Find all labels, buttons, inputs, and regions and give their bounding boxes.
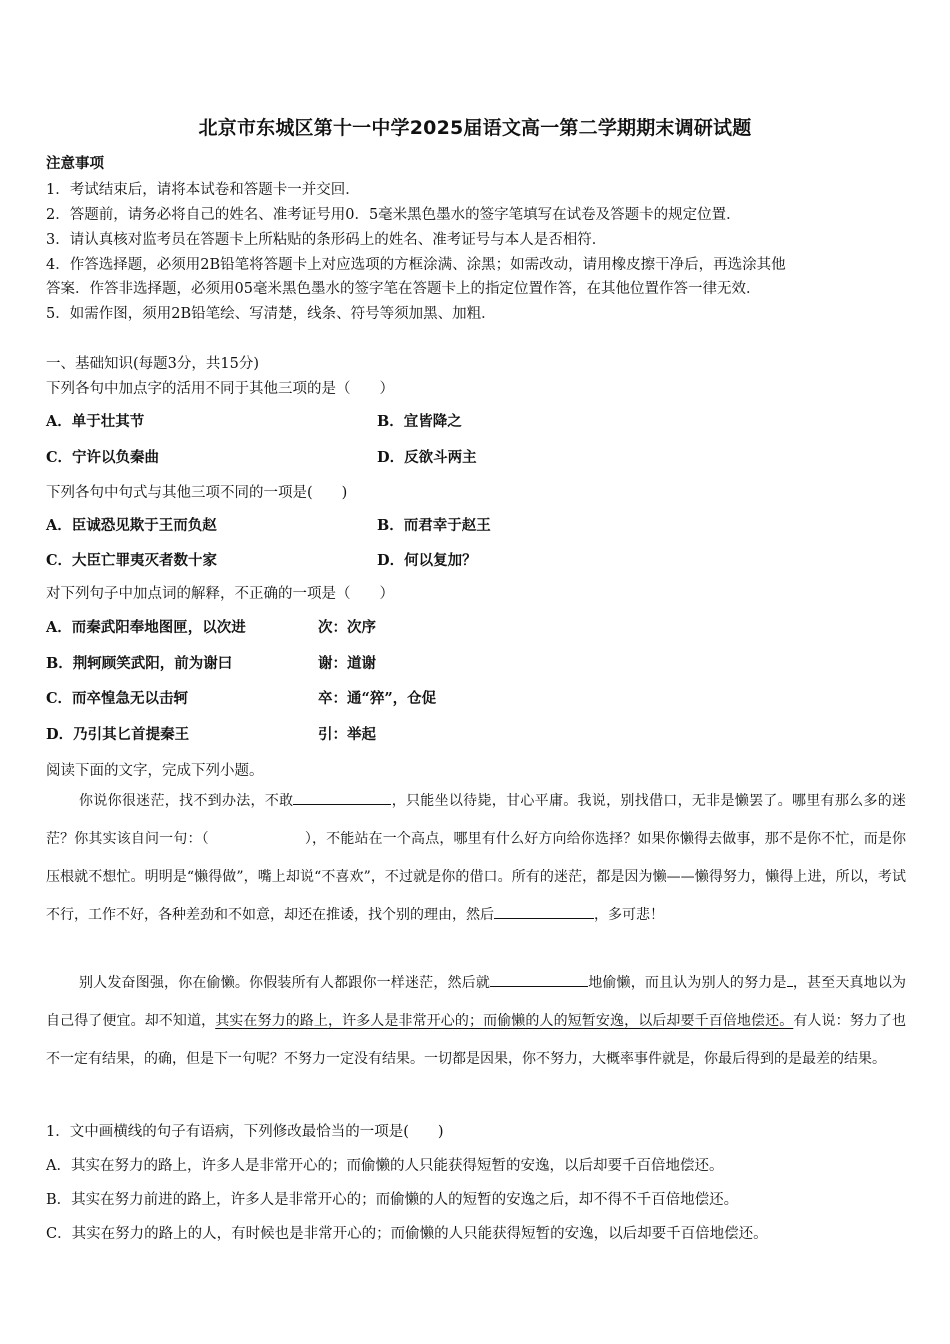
section-heading: 一、基础知识(每题3分，共15分): [46, 356, 259, 372]
option-b: B．荆轲顾笑武阳，前为谢曰: [46, 655, 233, 672]
reading-paragraph-2: 别人发奋图强，你在偷懒。你假装所有人都跟你一样迷茫，然后就 地偷懒，而且认为别人的努力是 ，甚至天真地以为自己得了便宜。却不知道，其实在努力的路上，许多人是非常开心的；而偷懒的人的短暂安逸，以后却要千百倍地偿还。有人说：努力了也不一定有结果，的确，但是下一句呢？不努力一定没有结果。一切都是因果，你不努力，大概率事件就是，你最后得到的是最差的结果。: [46, 964, 906, 1078]
option-a: A．臣诚恐见欺于王而负赵: [46, 517, 217, 534]
underlined-sentence: 其实在努力的路上，许多人是非常开心的；而偷懒的人的短暂安逸，以后却要千百倍地偿还。: [215, 1013, 794, 1029]
option-a: A．而秦武阳奉地图匣，以次进: [46, 619, 246, 636]
fill-blank: [293, 790, 391, 805]
question-stem: 下列各句中句式与其他三项不同的一项是( ): [46, 485, 348, 501]
fill-blank: [494, 904, 594, 919]
note-item: 4．作答选择题，必须用2B铅笔将答题卡上对应选项的方框涂满、涂黑；如需改动，请用橡皮擦干净后，再选涂其他: [46, 257, 786, 273]
reading-intro: 阅读下面的文字，完成下列小题。: [46, 763, 264, 779]
exam-title: 北京市东城区第十一中学2025届语文高一第二学期期末调研试题: [198, 117, 752, 139]
option-c: C．宁许以负秦曲: [46, 449, 160, 466]
question-stem: 下列各句中加点字的活用不同于其他三项的是（ ）: [46, 381, 394, 397]
note-item: 5．如需作图，须用2B铅笔绘、写清楚，线条、符号等须加黑、加粗．: [46, 306, 496, 322]
option-explanation: 卒：通“猝”，仓促: [318, 690, 437, 707]
notes-heading: 注意事项: [46, 155, 104, 172]
option-d: D．乃引其匕首提秦王: [46, 726, 190, 743]
option-c: C．其实在努力的路上的人，有时候也是非常开心的；而偷懒的人只能获得短暂的安逸，以后却要千百倍地偿还。: [46, 1226, 768, 1242]
option-c: C．而卒惶急无以击轲: [46, 690, 189, 707]
option-b: B．宜皆降之: [377, 413, 462, 430]
option-c: C．大臣亡罪夷灭者数十家: [46, 552, 218, 569]
option-explanation: 谢：道谢: [318, 655, 376, 672]
note-item: 3．请认真核对监考员在答题卡上所粘贴的条形码上的姓名、准考证号与本人是否相符．: [46, 232, 607, 248]
option-d: D．何以复加？: [377, 552, 477, 569]
note-item: 2．答题前，请务必将自己的姓名、准考证号用0．5毫米黑色墨水的签字笔填写在试卷及答题卡的规定位置．: [46, 207, 741, 223]
note-item: 答案．作答非选择题，必须用05毫米黑色墨水的签字笔在答题卡上的指定位置作答，在其他位置作答一律无效．: [46, 281, 761, 297]
option-d: D．反欲斗两主: [377, 449, 477, 466]
question-stem: 1．文中画横线的句子有语病，下列修改最恰当的一项是( ): [46, 1124, 444, 1140]
note-item: 1．考试结束后，请将本试卷和答题卡一并交回．: [46, 182, 360, 198]
option-b: B．而君幸于赵王: [377, 517, 491, 534]
option-b: B．其实在努力前进的路上，许多人是非常开心的；而偷懒的人的短暂的安逸之后，却不得不千百倍地偿还。: [46, 1192, 739, 1208]
option-a: A．其实在努力的路上，许多人是非常开心的；而偷懒的人只能获得短暂的安逸，以后却要千百倍地偿还。: [46, 1158, 724, 1174]
reading-paragraph-1: 你说你很迷茫，找不到办法，不敢 ，只能坐以待毙，甘心平庸。我说，别找借口，无非是懒罢了。哪里有那么多的迷茫？你其实该自问一句：（ ），不能站在一个高点，哪里有什么好方向给你选择？如果你懒得去做事，那不是你不忙，而是你压根就不想忙。明明是“懒得做”，嘴上却说“不喜欢”，不过就是你的借口。所有的迷茫，都是因为懒——懒得努力，懒得上进，所以，考试不行，工作不好，各种差劲和不如意，却还在推诿，找个别的理由，然后 ，多可悲！: [46, 782, 906, 934]
option-explanation: 引：举起: [318, 726, 376, 743]
option-a: A．单于壮其节: [46, 413, 145, 430]
fill-blank: [490, 972, 588, 987]
option-explanation: 次：次序: [318, 619, 376, 636]
question-stem: 对下列句子中加点词的解释，不正确的一项是（ ）: [46, 586, 394, 602]
